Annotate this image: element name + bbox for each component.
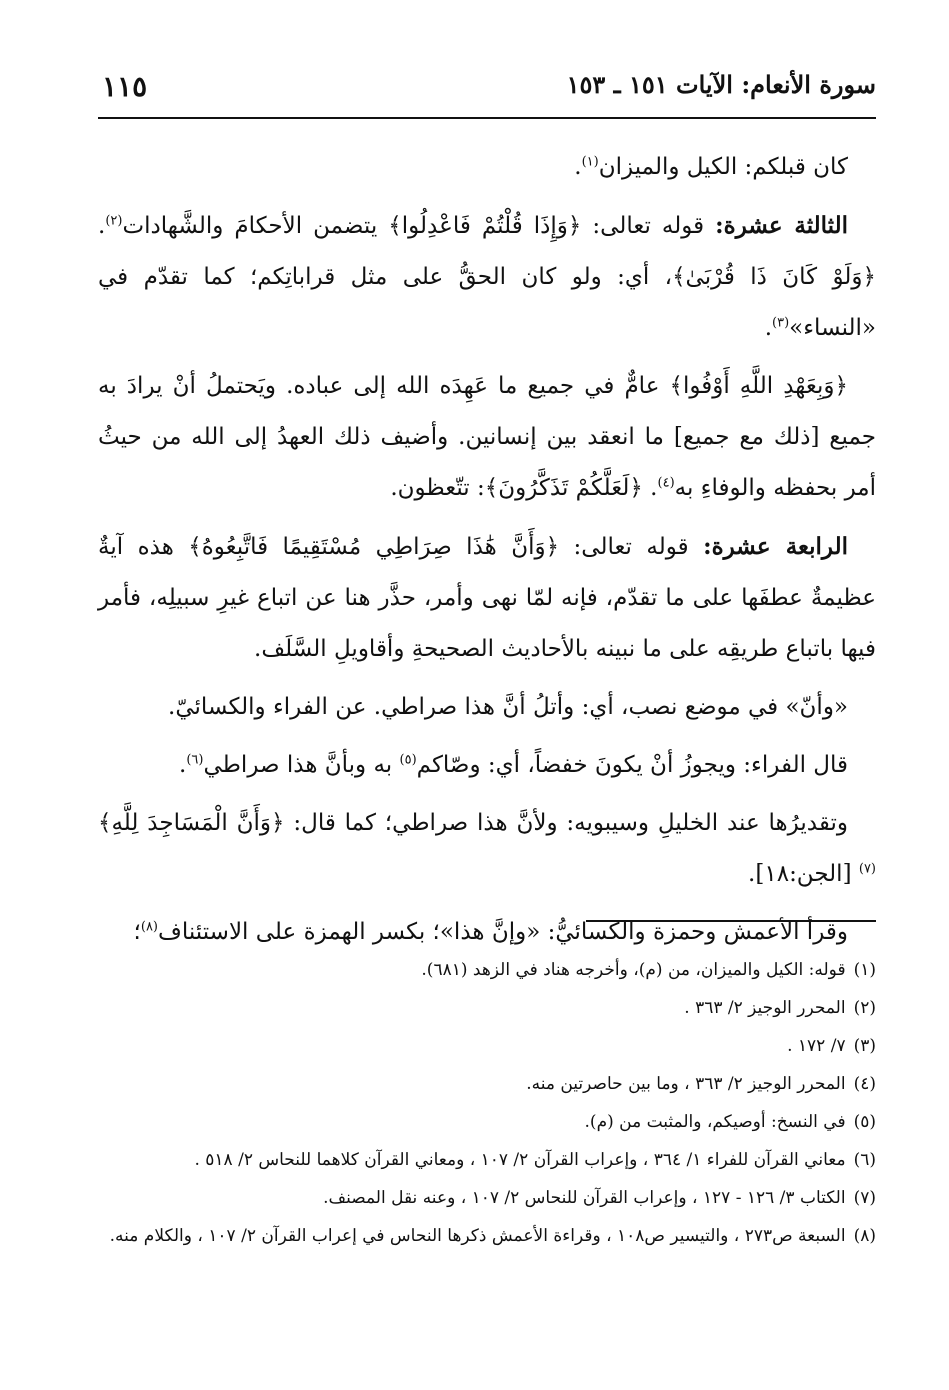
footnote-number: (٦) xyxy=(853,1150,876,1170)
paragraph-tail: . xyxy=(764,315,773,341)
paragraph-lead: الرابعة عشرة: xyxy=(703,533,848,560)
page-number: ١١٥ xyxy=(102,70,148,103)
paragraph-8 xyxy=(98,907,876,958)
header-rule xyxy=(98,117,876,119)
footnote-ref: (٣) xyxy=(772,315,790,331)
footnote-4 xyxy=(98,1069,876,1100)
footnote-number: (٧) xyxy=(853,1188,876,1208)
footnote-ref: (٢) xyxy=(105,213,123,229)
paragraph-lead: الثالثة عشرة: xyxy=(715,212,848,239)
footnote-8 xyxy=(98,1221,876,1252)
paragraph-6 xyxy=(98,740,876,791)
paragraph-tail: . ﴿وَلَوْ كَانَ ذَا قُرْبَىٰ﴾، أي: ولو كان الحقُّ على مثل قراباتِكم؛ كما تقدّم في «النساء» xyxy=(98,213,876,341)
footnote-1 xyxy=(98,955,876,986)
paragraph-text: «وأنّ» في موضع نصب، أي: وأتلُ أنَّ هذا صراطي. عن الفراء والكسائيّ. xyxy=(168,694,848,720)
running-header xyxy=(98,62,876,114)
paragraph-tail: ؛ xyxy=(133,919,141,945)
footnote-number: (١) xyxy=(853,960,876,980)
footnote-text: قوله: الكيل والميزان، من (م)، وأخرجه هناد في الزهد (٦٨١). xyxy=(421,960,846,980)
footnote-ref: (٥) xyxy=(399,752,417,768)
paragraph-3 xyxy=(98,361,876,514)
paragraph-text: قال الفراء: ويجوزُ أنْ يكونَ خفضاً، أي: وصّاكم xyxy=(416,752,848,778)
footnotes xyxy=(98,955,876,1259)
footnote-ref: (١) xyxy=(581,154,599,170)
paragraph-5 xyxy=(98,682,876,733)
footnote-text: في النسخ: أوصيكم، والمثبت من (م). xyxy=(584,1112,846,1132)
footnote-text: المحرر الوجيز ٢/ ٣٦٣ . xyxy=(684,998,846,1018)
footnote-5 xyxy=(98,1107,876,1138)
paragraph-text: وتقديرُها عند الخليلِ وسيبويه: ولأنَّ هذا صراطي؛ كما قال: ﴿وَأَنَّ الْمَسَاجِدَ لِلَّهِ﴾ xyxy=(98,810,848,836)
footnote-text: السبعة ص٢٧٣ ، والتيسير ص١٠٨ ، وقراءة الأعمش ذكرها النحاس في إعراب القرآن ٢/ ١٠٧ ، والكلام منه. xyxy=(109,1226,846,1246)
paragraph-7 xyxy=(98,798,876,900)
footnote-ref: (٧) xyxy=(858,861,876,877)
footnote-number: (٨) xyxy=(853,1226,876,1246)
paragraph-tail: [الجن:١٨]. xyxy=(748,861,859,887)
footnote-number: (٥) xyxy=(853,1112,876,1132)
footnote-number: (٤) xyxy=(853,1074,876,1094)
main-text xyxy=(98,142,876,965)
paragraph-tail: . xyxy=(574,154,582,180)
paragraph-text: كان قبلكم: الكيل والميزان xyxy=(598,154,848,180)
footnote-text: المحرر الوجيز ٢/ ٣٦٣ ، وما بين حاصرتين منه. xyxy=(526,1074,846,1094)
paragraph-text: وقرأ الأعمش وحمزة والكسائيُّ: «وإنَّ هذا»؛ بكسر الهمزة على الاستئناف xyxy=(158,919,848,945)
footnote-6 xyxy=(98,1145,876,1176)
paragraph-tail: . xyxy=(179,752,187,778)
paragraph-tail: . ﴿لَعَلَّكُمْ تَذَكَّرُونَ﴾: تتّعظون. xyxy=(390,475,658,501)
paragraph-text: قوله تعالى: ﴿وَأَنَّ هَٰذَا صِرَاطِي مُسْتَقِيمًا فَاتَّبِعُوهُ﴾ هذه آيةٌ عظيمةٌ عطفَها على ما تقدّم، فإنه لمّا نهى وأمر، حذَّر هنا عن اتباع غيرِ سبيلِه، فأمر فيها باتباع طريقِه على ما نبينه بالأحاديث الصحيحةِ وأقاويلِ السَّلَف. xyxy=(98,534,876,662)
footnote-ref: (٤) xyxy=(657,475,675,491)
footnote-text: ٧/ ١٧٢ . xyxy=(787,1036,846,1056)
paragraph-4 xyxy=(98,521,876,675)
paragraph-tail: به وبأنَّ هذا صراطي xyxy=(203,752,400,778)
footnote-separator xyxy=(586,920,876,922)
footnote-ref: (٦) xyxy=(186,752,204,768)
footnote-text: الكتاب ٣/ ١٢٦ - ١٢٧ ، وإعراب القرآن للنحاس ٢/ ١٠٧ ، وعنه نقل المصنف. xyxy=(323,1188,846,1208)
paragraph-text: ﴿وَبِعَهْدِ اللَّهِ أَوْفُوا﴾ عامٌّ في جميع ما عَهِدَه الله إلى عباده. ويَحتملُ أنْ يرادَ به جميع [ذلك مع جميع] ما انعقد بين إنسانين. وأضيف ذلك العهدُ إلى الله من حيثُ أمر بحفظه والوفاءِ به xyxy=(98,373,876,501)
header-title: سورة الأنعام: الآيات ١٥١ ـ ١٥٣ xyxy=(566,70,876,99)
footnote-text: معاني القرآن للفراء ١/ ٣٦٤ ، وإعراب القرآن ٢/ ١٠٧ ، ومعاني القرآن كلاهما للنحاس ٢/ ٥١٨ . xyxy=(194,1150,846,1170)
footnote-3 xyxy=(98,1031,876,1062)
footnote-number: (٣) xyxy=(853,1036,876,1056)
footnote-7 xyxy=(98,1183,876,1214)
footnote-number: (٢) xyxy=(853,998,876,1018)
paragraph-2 xyxy=(98,200,876,354)
footnote-ref: (٨) xyxy=(140,919,158,935)
footnote-2 xyxy=(98,993,876,1024)
paragraph-1 xyxy=(98,142,876,193)
paragraph-text: قوله تعالى: ﴿وَإِذَا قُلْتُمْ فَاعْدِلُوا﴾ يتضمن الأحكامَ والشَّهادات xyxy=(122,213,705,239)
